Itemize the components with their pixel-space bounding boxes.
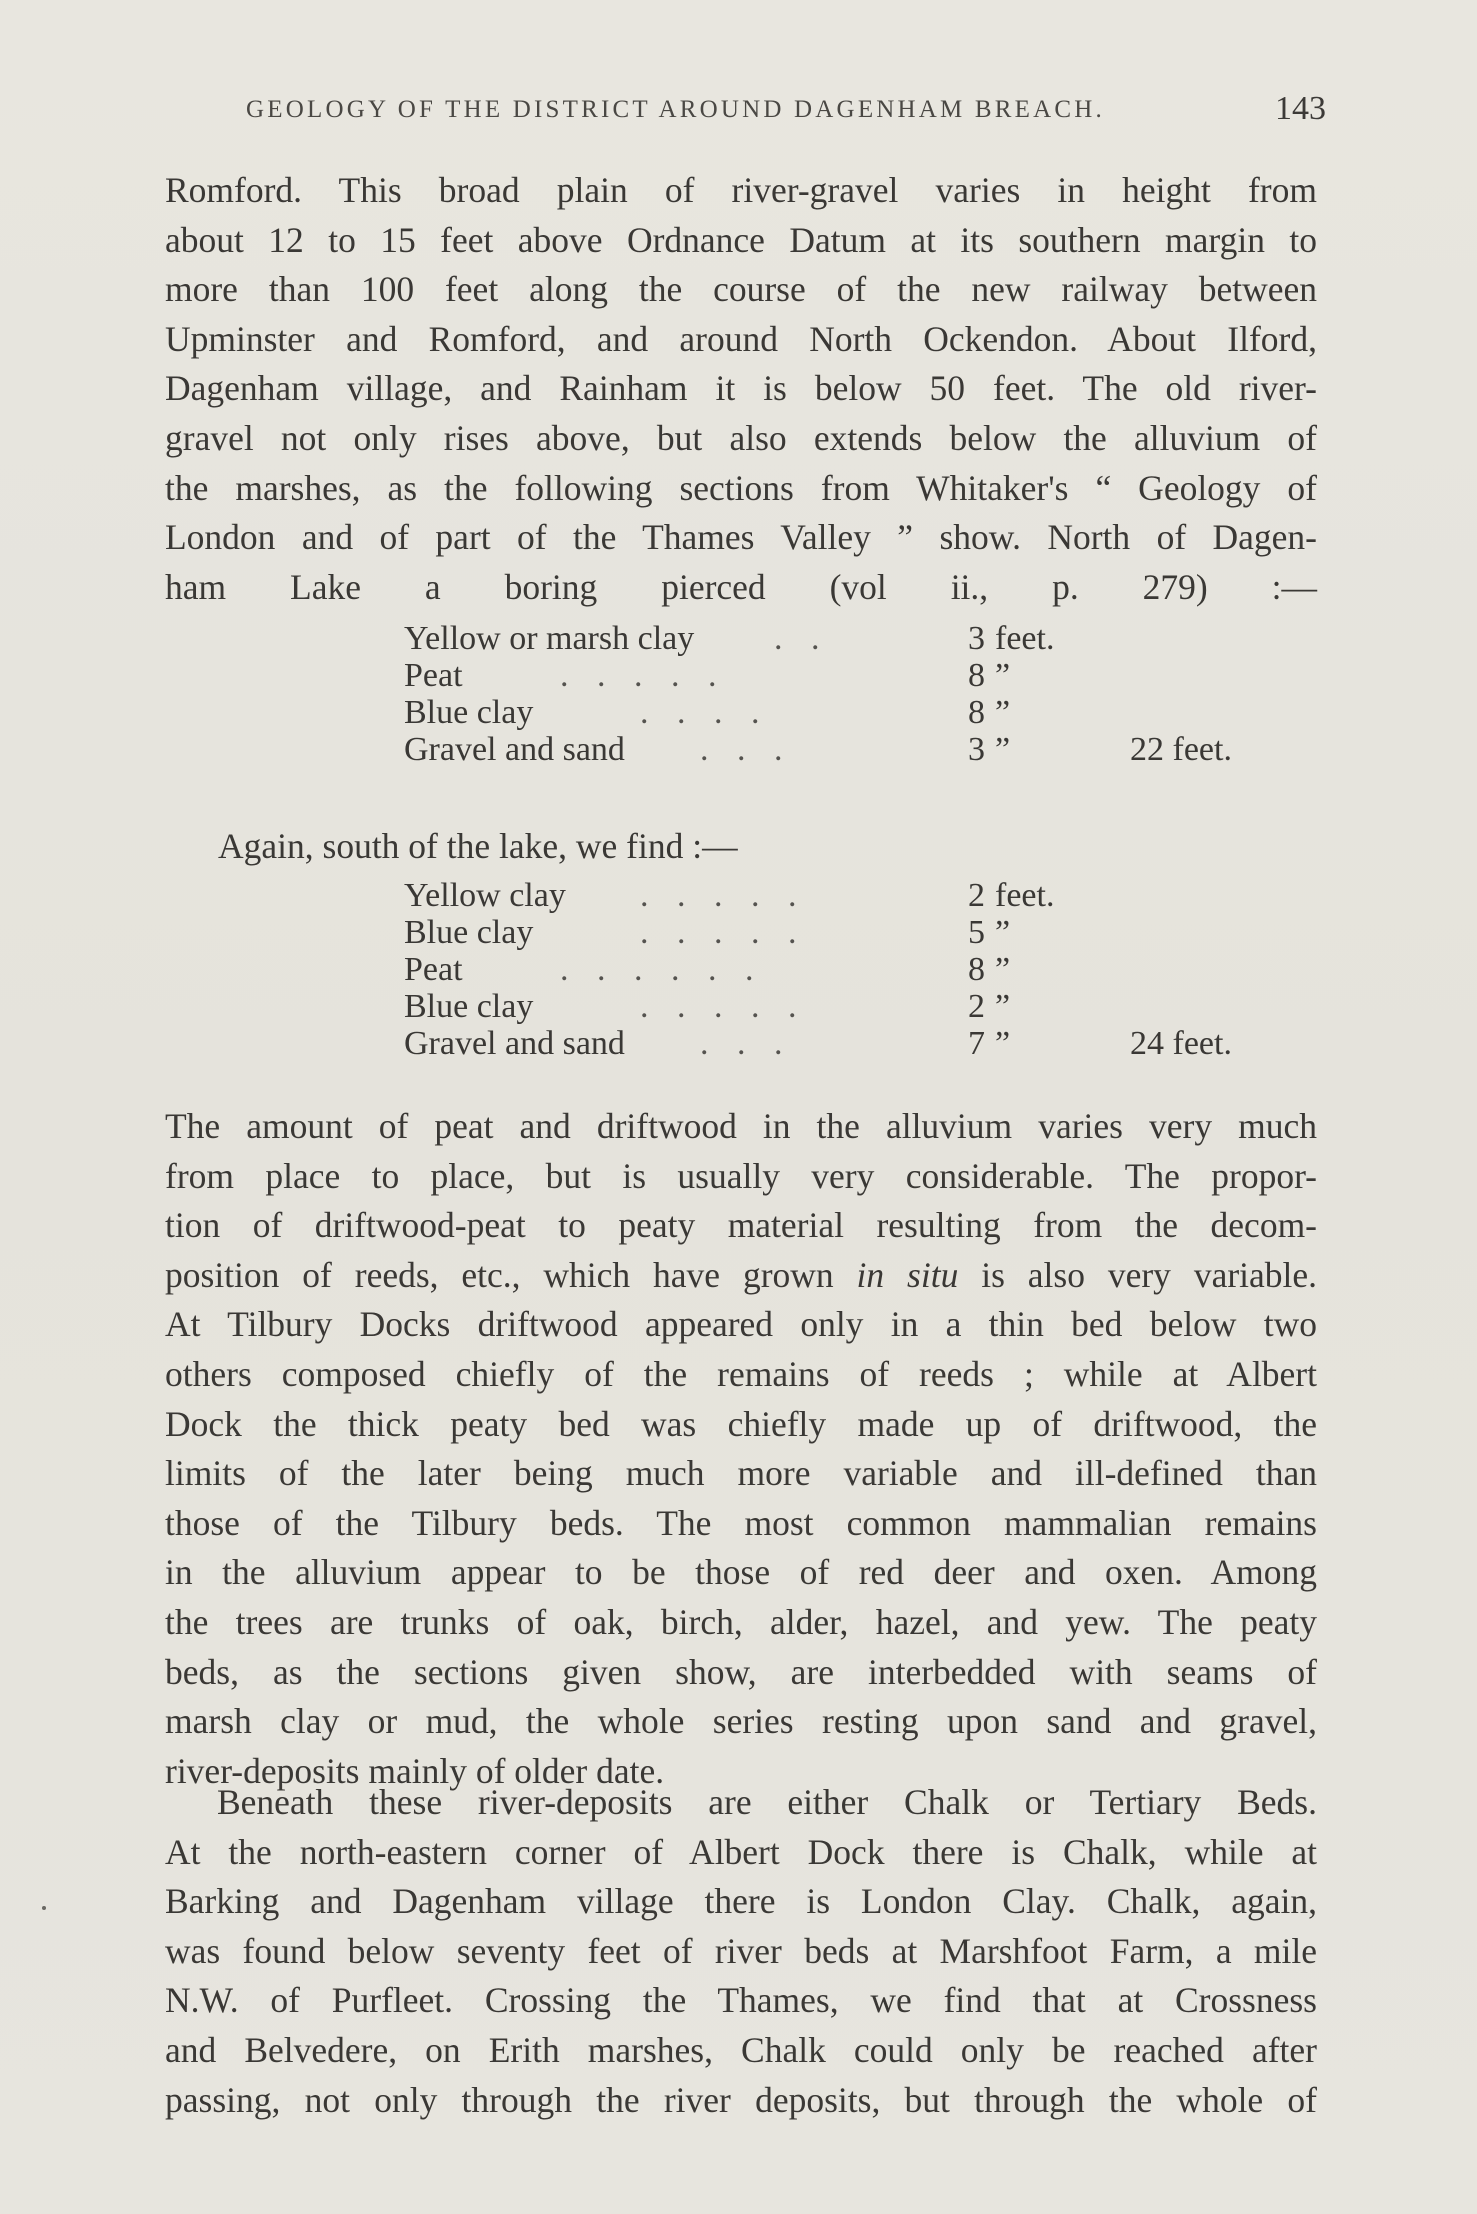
stratum-thickness: 2 xyxy=(968,877,985,914)
text-line: London and of part of the Thames Valley ” show. North of Dagen- xyxy=(165,517,1317,558)
text-line: At Tilbury Docks driftwood appeared only in a thin bed below two xyxy=(165,1304,1317,1345)
text-line: tion of driftwood-peat to peaty material resulting from the decom- xyxy=(165,1205,1317,1246)
leader-dots: . . . . . xyxy=(640,914,807,951)
stratum-row xyxy=(0,988,1477,1028)
text-line: in the alluvium appear to be those of red deer and oxen. Among xyxy=(165,1552,1317,1593)
stratum-unit: ” xyxy=(995,694,1011,731)
stratum-unit: ” xyxy=(995,657,1011,694)
stratum-row xyxy=(0,914,1477,954)
paragraph-boring-intro xyxy=(165,166,1317,612)
text-line: more than 100 feet along the course of the new railway between xyxy=(165,269,1317,310)
stratum-row xyxy=(0,620,1477,660)
text-line: ham Lake a boring pierced (vol ii., p. 279) :— xyxy=(165,566,1317,607)
leader-dots: . . xyxy=(774,620,830,657)
leader-dots: . . . . . . xyxy=(560,951,764,988)
text-line: position of reeds, etc., which have grown in situ is also very variable. xyxy=(165,1254,1318,1295)
stratum-name: Gravel and sand xyxy=(404,731,625,768)
paragraph-peat-driftwood xyxy=(165,1102,1317,1796)
stratum-thickness: 2 xyxy=(968,988,985,1025)
stratum-thickness: 7 xyxy=(968,1025,985,1062)
stratum-name: Peat xyxy=(404,951,463,988)
text-line: the marshes, as the following sections from Whitaker's “ Geology of xyxy=(165,467,1317,508)
text-line: beds, as the sections given show, are interbedded with seams of xyxy=(165,1651,1317,1692)
stratum-name: Yellow clay xyxy=(404,877,566,914)
stratum-row xyxy=(0,1025,1477,1065)
text-line: the trees are trunks of oak, birch, alder, hazel, and yew. The peaty xyxy=(165,1601,1317,1642)
stratum-name: Blue clay xyxy=(404,694,534,731)
stratum-thickness: 3 xyxy=(968,731,985,768)
stratum-name: Peat xyxy=(404,657,463,694)
text-line: Beneath these river-deposits are either Chalk or Tertiary Beds. xyxy=(217,1782,1317,1822)
stratum-name: Yellow or marsh clay xyxy=(404,620,695,657)
text-line: limits of the later being much more variable and ill-defined than xyxy=(165,1453,1317,1494)
stratum-unit: ” xyxy=(995,951,1011,988)
page-speck xyxy=(42,1906,46,1910)
stratum-row xyxy=(0,951,1477,991)
stratum-row xyxy=(0,694,1477,734)
stratum-row xyxy=(0,731,1477,771)
stratum-name: Blue clay xyxy=(404,988,534,1025)
stratum-row xyxy=(0,657,1477,697)
stratum-row xyxy=(0,877,1477,917)
text-line: those of the Tilbury beds. The most common mammalian remains xyxy=(165,1502,1317,1543)
text-line: from place to place, but is usually very considerable. The propor- xyxy=(165,1155,1317,1196)
leader-dots: . . . xyxy=(700,1025,793,1062)
stratum-thickness: 8 xyxy=(968,657,985,694)
stratum-name: Blue clay xyxy=(404,914,534,951)
stratum-thickness: 8 xyxy=(968,951,985,988)
text-line: river-deposits mainly of older date. xyxy=(165,1750,665,1791)
text-line: about 12 to 15 feet above Ordnance Datum at its southern margin to xyxy=(165,219,1317,260)
text-line: and Belvedere, on Erith marshes, Chalk could only be reached after xyxy=(165,2029,1317,2070)
page-number: 143 xyxy=(1275,90,1326,127)
stratum-thickness: 8 xyxy=(968,694,985,731)
stratum-thickness: 3 xyxy=(968,620,985,657)
leader-dots: . . . . xyxy=(640,694,770,731)
section-south-intro: Again, south of the lake, we find :— xyxy=(218,826,738,866)
leader-dots: . . . . . xyxy=(640,988,807,1025)
stratum-unit: ” xyxy=(995,988,1011,1025)
text-line: Upminster and Romford, and around North Ockendon. About Ilford, xyxy=(165,318,1317,359)
stratum-unit: feet. xyxy=(995,620,1055,657)
stratum-unit: ” xyxy=(995,914,1011,951)
text-line: Dagenham village, and Rainham it is below 50 feet. The old river- xyxy=(165,368,1317,409)
leader-dots: . . . xyxy=(700,731,793,768)
text-line: Dock the thick peaty bed was chiefly made up of driftwood, the xyxy=(165,1403,1317,1444)
italic-phrase: in situ xyxy=(856,1254,959,1295)
stratum-thickness: 5 xyxy=(968,914,985,951)
stratum-unit: ” xyxy=(995,731,1011,768)
paragraph-chalk-tertiary xyxy=(165,1778,1317,2125)
text-line: The amount of peat and driftwood in the alluvium varies very much xyxy=(165,1106,1317,1146)
stratum-name: Gravel and sand xyxy=(404,1025,625,1062)
text-line: At the north-eastern corner of Albert Dock there is Chalk, while at xyxy=(165,1831,1317,1872)
running-title: GEOLOGY OF THE DISTRICT AROUND DAGENHAM BREACH. xyxy=(246,96,1105,123)
stratum-unit: feet. xyxy=(995,877,1055,914)
leader-dots: . . . . . xyxy=(640,877,807,914)
text-line: passing, not only through the river deposits, but through the whole of xyxy=(165,2079,1317,2120)
text-line: gravel not only rises above, but also extends below the alluvium of xyxy=(165,417,1317,458)
text-line: was found below seventy feet of river beds at Marshfoot Farm, a mile xyxy=(165,1930,1317,1971)
section-total: 22 feet. xyxy=(1130,731,1232,768)
text-line: Romford. This broad plain of river-gravel varies in height from xyxy=(165,170,1317,210)
section-total: 24 feet. xyxy=(1130,1025,1232,1062)
stratum-unit: ” xyxy=(995,1025,1011,1062)
leader-dots: . . . . . xyxy=(560,657,727,694)
text-line: N.W. of Purfleet. Crossing the Thames, we find that at Crossness xyxy=(165,1980,1317,2021)
text-line: Barking and Dagenham village there is London Clay. Chalk, again, xyxy=(165,1881,1317,1922)
running-head xyxy=(246,90,1326,140)
text-line: others composed chiefly of the remains of reeds ; while at Albert xyxy=(165,1353,1317,1394)
text-line: marsh clay or mud, the whole series resting upon sand and gravel, xyxy=(165,1701,1317,1742)
